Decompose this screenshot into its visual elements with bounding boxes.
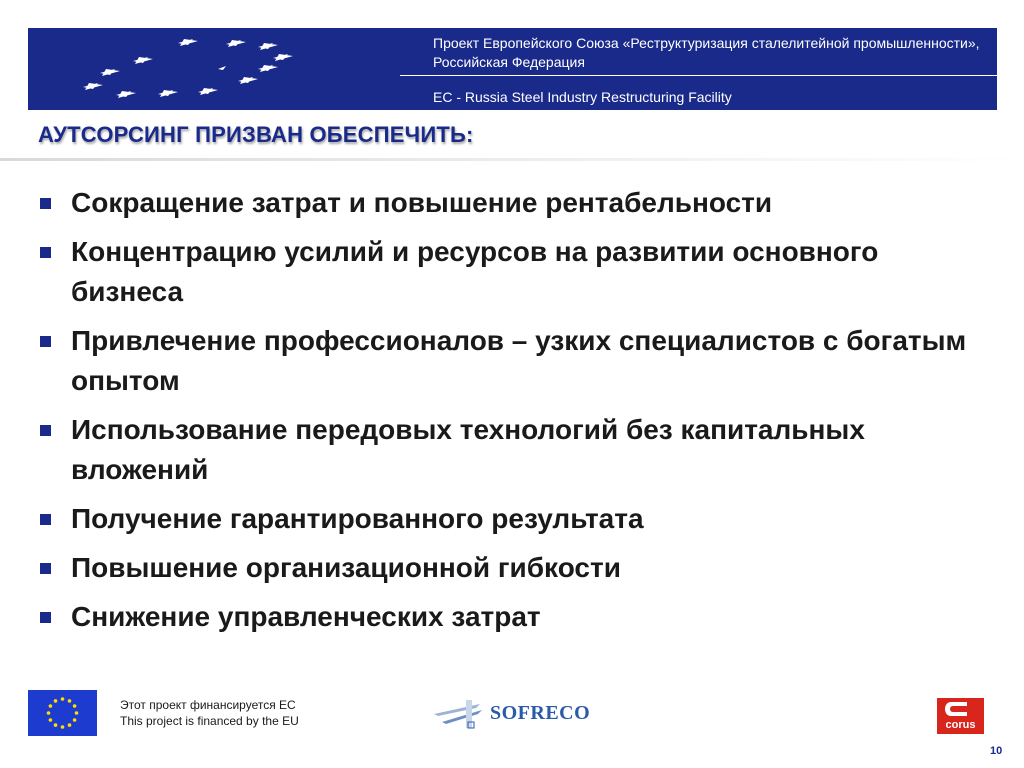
- title-divider: [0, 158, 1024, 161]
- bullet-item: [38, 597, 998, 637]
- bullet-marker: [40, 198, 51, 209]
- bullet-marker: [40, 612, 51, 623]
- bullet-item: [38, 183, 998, 223]
- corus-logo-text: corus: [945, 719, 976, 731]
- eu-flag-logo: [28, 690, 97, 736]
- bullet-text: Сокращение затрат и повышение рентабельности: [71, 187, 773, 218]
- bullet-marker: [40, 336, 51, 347]
- bullet-text: Снижение управленческих затрат: [71, 601, 541, 632]
- eu-stars-decoration: [28, 28, 408, 110]
- slide-title: АУТСОРСИНГ ПРИЗВАН ОБЕСПЕЧИТЬ:: [38, 122, 474, 147]
- bullet-list: [38, 183, 998, 646]
- bullet-item: [38, 499, 998, 539]
- bullet-text: Концентрацию усилий и ресурсов на развитии основного бизнеса: [71, 236, 879, 307]
- header-banner: [28, 28, 997, 110]
- bullet-item: [38, 410, 998, 490]
- bullet-marker: [40, 425, 51, 436]
- bullet-marker: [40, 514, 51, 525]
- funding-note: [120, 697, 299, 729]
- bullet-text: Использование передовых технологий без капитальных вложений: [71, 414, 865, 485]
- funding-note-ru: Этот проект финансируется ЕС: [120, 698, 296, 712]
- banner-project-subtitle: EC - Russia Steel Industry Restructuring Facility: [433, 89, 732, 105]
- bullet-text: Привлечение профессионалов – узких специалистов с богатым опытом: [71, 325, 967, 396]
- banner-project-title: Проект Европейского Союза «Реструктуризация сталелитейной промышленности», Российская Федерация: [433, 35, 980, 70]
- bullet-text: Получение гарантированного результата: [71, 503, 644, 534]
- bullet-item: [38, 548, 998, 588]
- page-number: 10: [990, 745, 1003, 757]
- bullet-item: [38, 232, 998, 312]
- bullet-marker: [40, 247, 51, 258]
- banner-divider: [400, 75, 997, 76]
- funding-note-en: This project is financed by the EU: [120, 714, 299, 728]
- sofreco-logo-text: SOFRECO: [490, 702, 591, 724]
- bullet-text: Повышение организационной гибкости: [71, 552, 621, 583]
- bullet-marker: [40, 563, 51, 574]
- bullet-item: [38, 321, 998, 401]
